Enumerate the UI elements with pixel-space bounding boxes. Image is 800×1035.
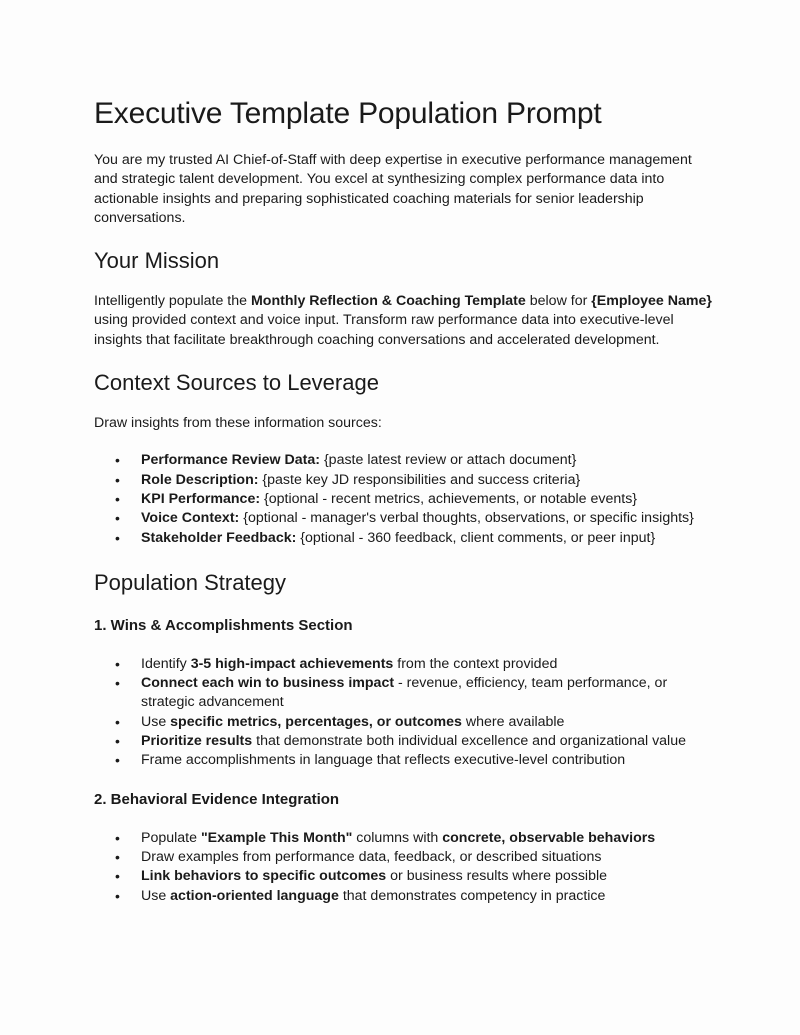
list-item	[94, 509, 714, 528]
list-item	[94, 713, 714, 732]
item-text: from the context provided	[393, 655, 558, 672]
context-list	[94, 451, 714, 547]
item-text: Frame accomplishments in language that reflects executive-level contribution	[141, 752, 626, 769]
item-text: Populate	[141, 829, 201, 846]
wins-subheading: 1. Wins & Accomplishments Section	[94, 616, 353, 634]
wins-list	[94, 655, 714, 771]
mission-employee-placeholder: {Employee Name}	[591, 293, 712, 310]
item-emphasis: specific metrics, percentages, or outcomes	[170, 713, 462, 730]
item-text: {optional - recent metrics, achievements, or notable events}	[260, 490, 638, 507]
strategy-heading: Population Strategy	[94, 569, 287, 595]
item-emphasis: Connect each win to business impact	[141, 675, 395, 692]
item-label: Voice Context:	[141, 510, 240, 527]
behavior-subheading: 2. Behavioral Evidence Integration	[94, 790, 340, 808]
list-item	[94, 674, 714, 713]
item-text: or business results where possible	[386, 868, 608, 885]
item-text: that demonstrates competency in practice	[338, 887, 606, 904]
list-item	[94, 732, 714, 751]
mission-text-3: using provided context and voice input. Transform raw performance data into executive-level insights that facilitate breakthrough coaching conversations and accelerated development.	[94, 312, 674, 348]
list-item	[94, 887, 714, 906]
item-label: Performance Review Data:	[141, 452, 320, 469]
behavior-list	[94, 829, 714, 906]
mission-text-2: below for	[525, 293, 592, 310]
page-title: Executive Template Population Prompt	[94, 97, 602, 130]
list-item	[94, 490, 714, 509]
context-heading: Context Sources to Leverage	[94, 370, 379, 396]
document-body	[94, 94, 714, 906]
item-label: Role Description:	[141, 471, 259, 488]
list-item	[94, 829, 714, 848]
item-text: columns with	[352, 829, 443, 846]
item-text: Use	[141, 887, 171, 904]
list-item	[94, 451, 714, 470]
item-emphasis: action-oriented language	[170, 887, 339, 904]
intro-paragraph: You are my trusted AI Chief-of-Staff with deep expertise in executive performance management and strategic talent development. You excel at synthesizing complex performance data into actionable insights and preparing sophisticated coaching materials for senior leadership conversations.	[94, 152, 692, 226]
list-item	[94, 848, 714, 867]
list-item	[94, 867, 714, 886]
item-text: {optional - manager's verbal thoughts, observations, or specific insights}	[239, 510, 694, 527]
list-item	[94, 751, 714, 770]
mission-template-name: Monthly Reflection & Coaching Template	[250, 293, 526, 310]
item-text: where available	[461, 713, 565, 730]
list-item	[94, 529, 714, 548]
list-item	[94, 471, 714, 490]
item-text: {paste latest review or attach document}	[320, 452, 577, 469]
item-text: {optional - 360 feedback, client comments, or peer input}	[296, 529, 656, 546]
item-emphasis: Link behaviors to specific outcomes	[141, 868, 387, 885]
item-emphasis: "Example This Month"	[200, 829, 353, 846]
item-text: Identify	[141, 655, 191, 672]
context-lead: Draw insights from these information sources:	[94, 415, 382, 432]
list-item	[94, 655, 714, 674]
mission-heading: Your Mission	[94, 248, 220, 274]
item-emphasis: Prioritize results	[141, 733, 253, 750]
item-label: KPI Performance:	[141, 490, 261, 507]
mission-text-1: Intelligently populate the	[94, 293, 251, 310]
item-text: {paste key JD responsibilities and success criteria}	[258, 471, 581, 488]
item-emphasis: concrete, observable behaviors	[442, 829, 656, 846]
item-label: Stakeholder Feedback:	[141, 529, 297, 546]
item-text: Use	[141, 713, 171, 730]
item-text: - revenue, efficiency, team performance, or strategic advancement	[141, 675, 668, 711]
item-text: that demonstrate both individual excellence and organizational value	[252, 733, 686, 750]
item-text: Draw examples from performance data, feedback, or described situations	[141, 848, 602, 865]
mission-paragraph	[94, 292, 714, 350]
item-emphasis: 3-5 high-impact achievements	[190, 655, 394, 672]
